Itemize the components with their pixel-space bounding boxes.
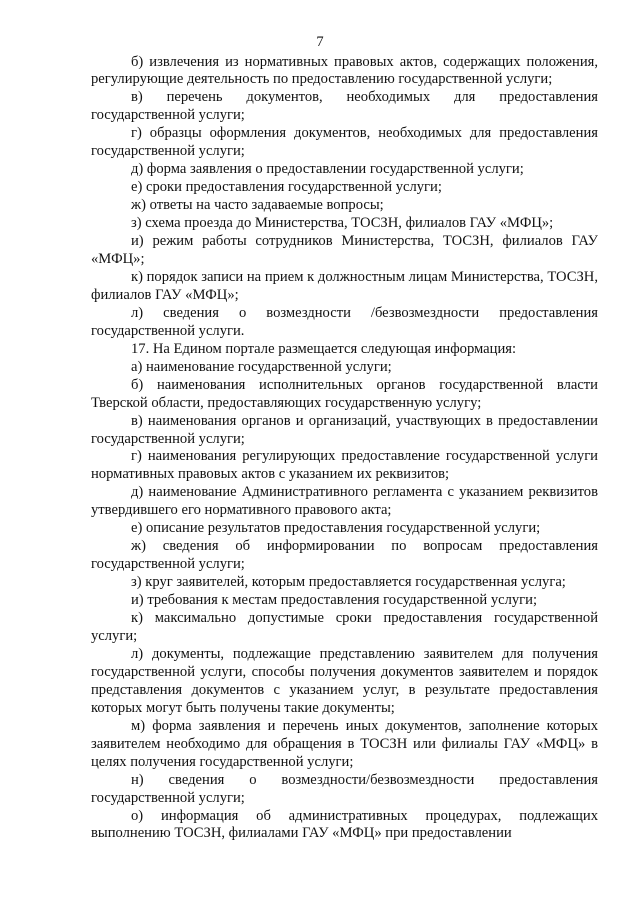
paragraph: и) требования к местам предоставления государственной услуги;: [131, 592, 538, 609]
paragraph: к) порядок записи на прием к должностным лицам Министерства, ТОСЗН, филиалов ГАУ «МФЦ»;: [91, 268, 598, 303]
paragraph: ж) сведения об информировании по вопросам предоставления государственной услуги;: [91, 538, 598, 573]
page-number: 7: [316, 34, 324, 50]
paragraph: л) документы, подлежащие представлению заявителем для получения государственной услуги, способы получения документов заявителем и порядок представления документов с указанием услуг, в результате предоставления которых могут быть получены такие документы;: [91, 645, 598, 716]
paragraph: д) форма заявления о предоставлении государственной услуги;: [131, 161, 524, 178]
paragraph: о) информация об административных процедурах, подлежащих выполнению ТОСЗН, филиалами ГАУ «МФЦ» при предоставлении: [91, 807, 598, 842]
paragraph: г) образцы оформления документов, необходимых для предоставления государственной услуги;: [91, 125, 598, 160]
paragraph: б) наименования исполнительных органов государственной власти Тверской области, предоставляющих государственную услугу;: [91, 376, 598, 411]
document-body: [91, 54, 598, 844]
paragraph: в) наименования органов и организаций, участвующих в предоставлении государственной услуги;: [91, 412, 598, 447]
paragraph: г) наименования регулирующих предоставление государственной услуги нормативных правовых актов с указанием их реквизитов;: [91, 448, 598, 483]
paragraph: м) форма заявления и перечень иных документов, заполнение которых заявителем необходимо для обращения в ТОСЗН или филиалы ГАУ «МФЦ» в целях получения государственной услуги;: [91, 717, 598, 770]
paragraph: л) сведения о возмездности /безвозмездности предоставления государственной услуги.: [91, 304, 598, 339]
paragraph: в) перечень документов, необходимых для предоставления государственной услуги;: [91, 89, 598, 124]
paragraph: 17. На Едином портале размещается следующая информация:: [131, 340, 517, 357]
paragraph: н) сведения о возмездности/безвозмездности предоставления государственной услуги;: [91, 771, 598, 806]
paragraph: з) схема проезда до Министерства, ТОСЗН, филиалов ГАУ «МФЦ»;: [131, 215, 554, 232]
paragraph: д) наименование Административного регламента с указанием реквизитов утвердившего его нормативного правового акта;: [91, 484, 598, 519]
paragraph: е) описание результатов предоставления государственной услуги;: [131, 520, 541, 537]
paragraph: и) режим работы сотрудников Министерства, ТОСЗН, филиалов ГАУ «МФЦ»;: [91, 233, 598, 267]
paragraph: е) сроки предоставления государственной услуги;: [131, 179, 442, 196]
paragraph: к) максимально допустимые сроки предоставления государственной услуги;: [91, 610, 598, 644]
paragraph: б) извлечения из нормативных правовых актов, содержащих положения, регулирующие деятельность по предоставлению государственной услуги;: [91, 53, 598, 88]
paragraph: а) наименование государственной услуги;: [131, 358, 392, 375]
paragraph: ж) ответы на часто задаваемые вопросы;: [131, 197, 384, 214]
paragraph: з) круг заявителей, которым предоставляется государственная услуга;: [131, 574, 566, 591]
